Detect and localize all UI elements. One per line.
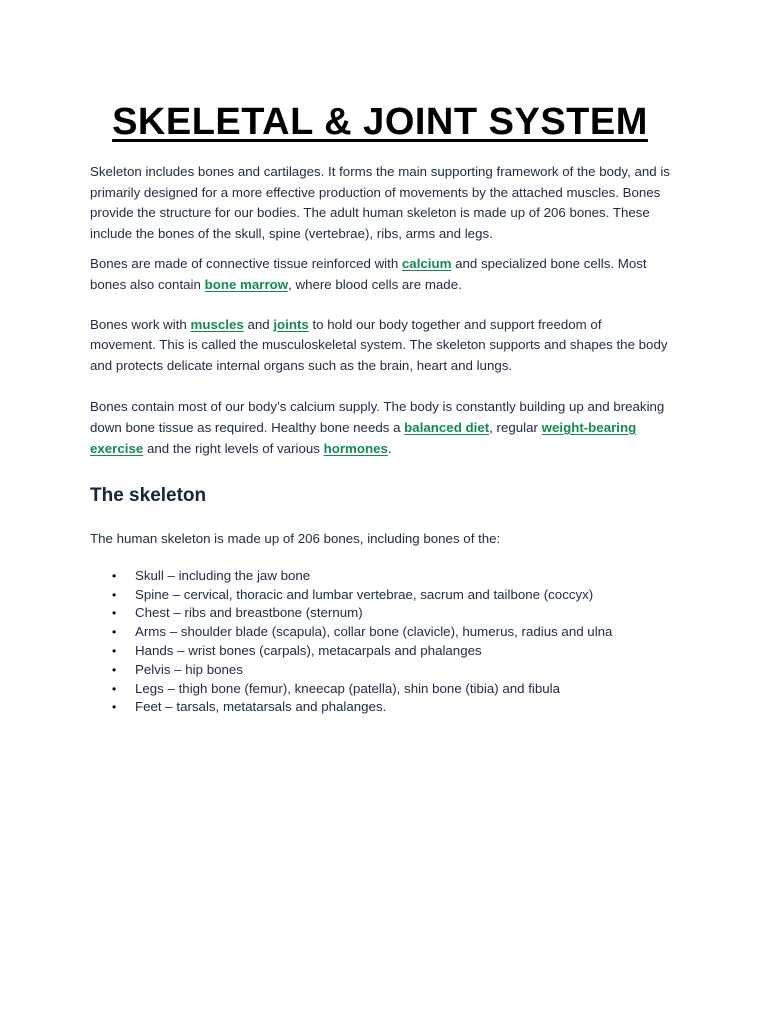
list-item <box>90 698 670 717</box>
link-hormones[interactable]: hormones <box>323 440 388 456</box>
paragraph-text: and specialized bone cells. Most bones also contain <box>90 256 647 292</box>
section-heading: The skeleton <box>90 485 207 507</box>
list-item <box>90 642 670 661</box>
bullet-icon: • <box>112 700 117 715</box>
bullet-icon: • <box>112 662 117 677</box>
list-item-text: Pelvis – hip bones <box>135 661 243 677</box>
link-balanced-diet[interactable]: balanced diet <box>404 419 490 435</box>
bullet-icon: • <box>112 625 117 640</box>
paragraph-text: to hold our body together and support freedom of movement. This is called the musculoskeletal system. The skeleton supports and shapes the body and protects delicate internal organs such as the brain, heart and lungs. <box>90 316 668 373</box>
bullet-icon: • <box>112 643 117 658</box>
paragraph-text: Bones contain most of our body’s calcium supply. The body is constantly building up and breaking down bone tissue as required. Healthy bone needs a <box>90 399 665 435</box>
link-bone-marrow[interactable]: bone marrow <box>204 276 289 292</box>
list-item <box>90 680 670 699</box>
list-item-text: Chest – ribs and breastbone (sternum) <box>135 605 363 621</box>
list-item <box>90 623 670 642</box>
link-weight-bearing-exercise[interactable]: weight-bearing exercise <box>90 419 637 456</box>
list-item-text: Spine – cervical, thoracic and lumbar vertebrae, sacrum and tailbone (coccyx) <box>135 586 594 602</box>
paragraph-text: , regular <box>489 419 542 435</box>
list-item <box>90 604 670 623</box>
paragraph-text: , where blood cells are made. <box>288 276 462 292</box>
list-item-text: Legs – thigh bone (femur), kneecap (patella), shin bone (tibia) and fibula <box>135 680 561 696</box>
section-intro: The human skeleton is made up of 206 bones, including bones of the: <box>90 531 501 547</box>
paragraph-text: Bones work with <box>90 316 191 332</box>
page-title: SKELETAL & JOINT SYSTEM <box>112 101 648 143</box>
list-item-text: Feet – tarsals, metatarsals and phalanges. <box>135 699 387 715</box>
list-item <box>90 567 670 586</box>
list-item <box>90 586 670 605</box>
paragraph-text: Bones are made of connective tissue reinforced with <box>90 256 402 272</box>
paragraph-musculoskeletal <box>90 315 670 377</box>
bullet-icon: • <box>112 568 117 583</box>
bullet-icon: • <box>112 606 117 621</box>
list-item-text: Arms – shoulder blade (scapula), collar bone (clavicle), humerus, radius and ulna <box>135 624 613 640</box>
paragraph-skeleton-intro: Skeleton includes bones and cartilages. It forms the main supporting framework of the body, and is primarily designed for a more effective production of movements by the attached muscles. Bones provide the structure for our bodies. The adult human skeleton is made up of 206 bones. These include the bones of the skull, spine (vertebrae), ribs, arms and legs. <box>90 164 670 241</box>
bone-list <box>90 567 670 717</box>
paragraph-text: and the right levels of various <box>143 440 324 456</box>
link-joints[interactable]: joints <box>273 316 309 332</box>
bullet-icon: • <box>112 587 117 602</box>
bullet-icon: • <box>112 681 117 696</box>
list-item-text: Hands – wrist bones (carpals), metacarpals and phalanges <box>135 642 482 658</box>
paragraph-text: and <box>243 316 274 332</box>
link-calcium[interactable]: calcium <box>401 256 452 272</box>
paragraph-bone-composition <box>90 254 670 295</box>
list-item-text: Skull – including the jaw bone <box>135 567 311 583</box>
document-page <box>90 0 670 717</box>
paragraph-text: . <box>387 440 392 456</box>
paragraph-calcium-supply <box>90 397 670 459</box>
link-muscles[interactable]: muscles <box>190 316 244 332</box>
list-item <box>90 661 670 680</box>
